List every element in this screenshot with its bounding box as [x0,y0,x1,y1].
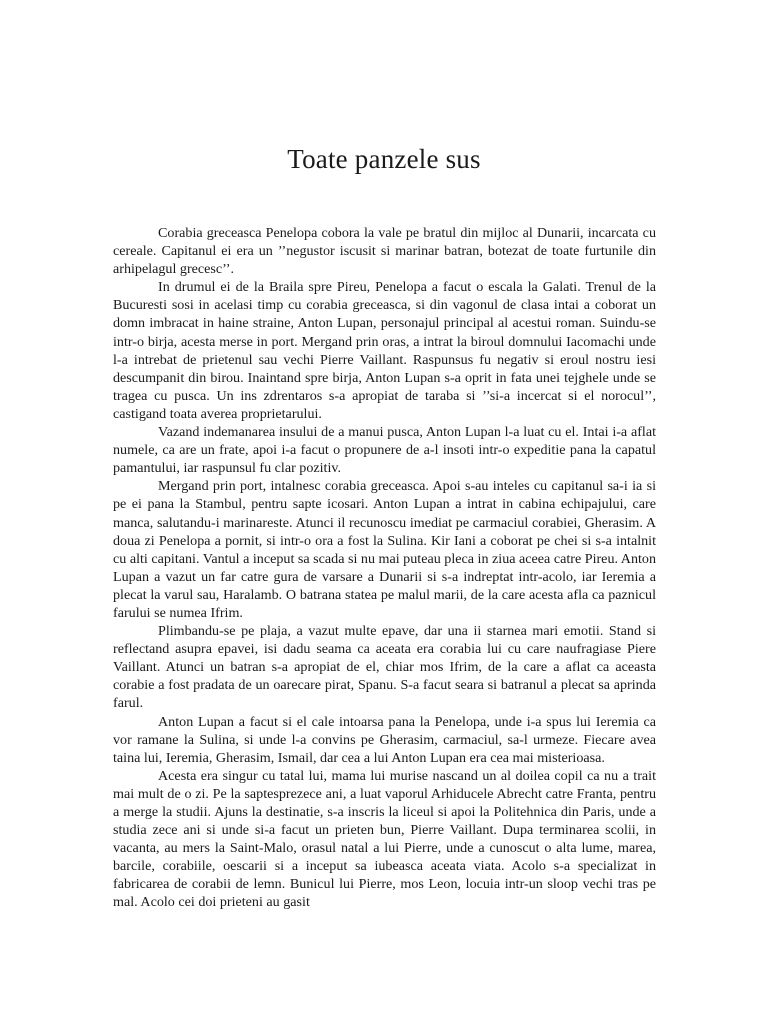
paragraph-2: In drumul ei de la Braila spre Pireu, Penelopa a facut o escala la Galati. Trenul de la Bucuresti sosi in acelasi timp cu corabia greceasca, si din vagonul de clasa intai a coborat un domn imbracat in haine straine, Anton Lupan, personajul principal al acestui roman. Suindu-se intr-o birja, acesta merse in port. Mergand prin oras, a intrat la biroul domnului Iacomachi unde l-a intrebat de prietenul sau vechi Pierre Vaillant. Raspunsus fu negativ si eroul nostru iesi descumpanit din birou. Inaintand spre birja, Anton Lupan s-a oprit in fata unei tejghele unde se tragea cu pusca. Un ins zdrentaros s-a apropiat de taraba si ’’si-a incercat si el norocul’’, castigand toata averea proprietarului. [113,279,656,422]
paragraph-5: Plimbandu-se pe plaja, a vazut multe epave, dar una ii starnea mari emotii. Stand si reflectand asupra epavei, isi dadu seama ca aceata era corabia lui cu care naufragiase Piere Vaillant. Atunci un batran s-a apropiat de el, chiar mos Ifrim, de la care a aflat ca aceasta corabie a fost pradata de un oarecare pirat, Spanu. S-a facut seara si batranul a plecat sa aprinda farul. [113,623,656,712]
paragraph-7: Acesta era singur cu tatal lui, mama lui murise nascand un al doilea copil ca nu a trait mai mult de o zi. Pe la saptesprezece ani, a luat vaporul Arhiducele Abrecht catre Franta, pentru a merge la studii. Ajuns la destinatie, s-a inscris la liceul si apoi la Politehnica din Paris, unde a studia zece ani si unde si-a facut un prieten bun, Pierre Vaillant. Dupa terminarea scolii, in vacanta, au mers la Saint-Malo, orasul natal a lui Pierre, unde a cunoscut o alta lume, marea, barcile, corabiile, oescarii si a inceput sa iubeasca aceata viata. Acolo s-a specializat in fabricarea de corabii de lemn. Bunicul lui Pierre, mos Leon, locuia intr-un sloop vechi tras pe mal. Acolo cei doi prieteni au gasit [113,767,656,911]
paragraph-3: Vazand indemanarea insului de a manui pusca, Anton Lupan l-a luat cu el. Intai i-a aflat numele, ca are un frate, apoi i-a facut o propunere de a-l insoti intr-o expeditie pana la capatul pamantului, iar raspunsul fu clar pozitiv. [113,424,656,477]
paragraph-6: Anton Lupan a facut si el cale intoarsa pana la Penelopa, unde i-a spus lui Ieremia ca vor ramane la Sulina, si unde l-a convins pe Gherasim, carmaciul, sa-l urmeze. Fiecare avea taina lui, Ieremia, Gherasim, Ismail, dar cea a lui Anton Lupan era cea mai misterioasa. [113,713,656,766]
document-title: Toate panzele sus [287,144,481,174]
paragraph-4: Mergand prin port, intalnesc corabia greceasca. Apoi s-au inteles cu capitanul sa-i ia si pe ei pana la Stambul, pentru sapte icosari. Anton Lupan a intrat in cabina echipajului, care manca, salutandu-i marinareste. Atunci il recunoscu imediat pe carmaciul corabiei, Gherasim. A doua zi Penelopa a pornit, si intr-o ora a fost la Sulina. Kir Iani a coborat pe chei si s-a intalnit cu alti capitani. Vantul a inceput sa scada si nu mai puteau pleca in ziua aceea catre Pireu. Anton Lupan a vazut un far catre gura de varsare a Dunarii si s-a indreptat intr-acolo, iar Ieremia a plecat la varul sau, Haralamb. O batrana statea pe malul marii, de la care acesta afla ca paznicul farului se numea Ifrim. [113,478,656,621]
paragraph-1: Corabia greceasca Penelopa cobora la vale pe bratul din mijloc al Dunarii, incarcata cu cereale. Capitanul ei era un ’’negustor iscusit si marinar batran, botezat de toate furtunile din arhipelagul grecesc’’. [113,225,656,278]
document-body [113,224,656,912]
